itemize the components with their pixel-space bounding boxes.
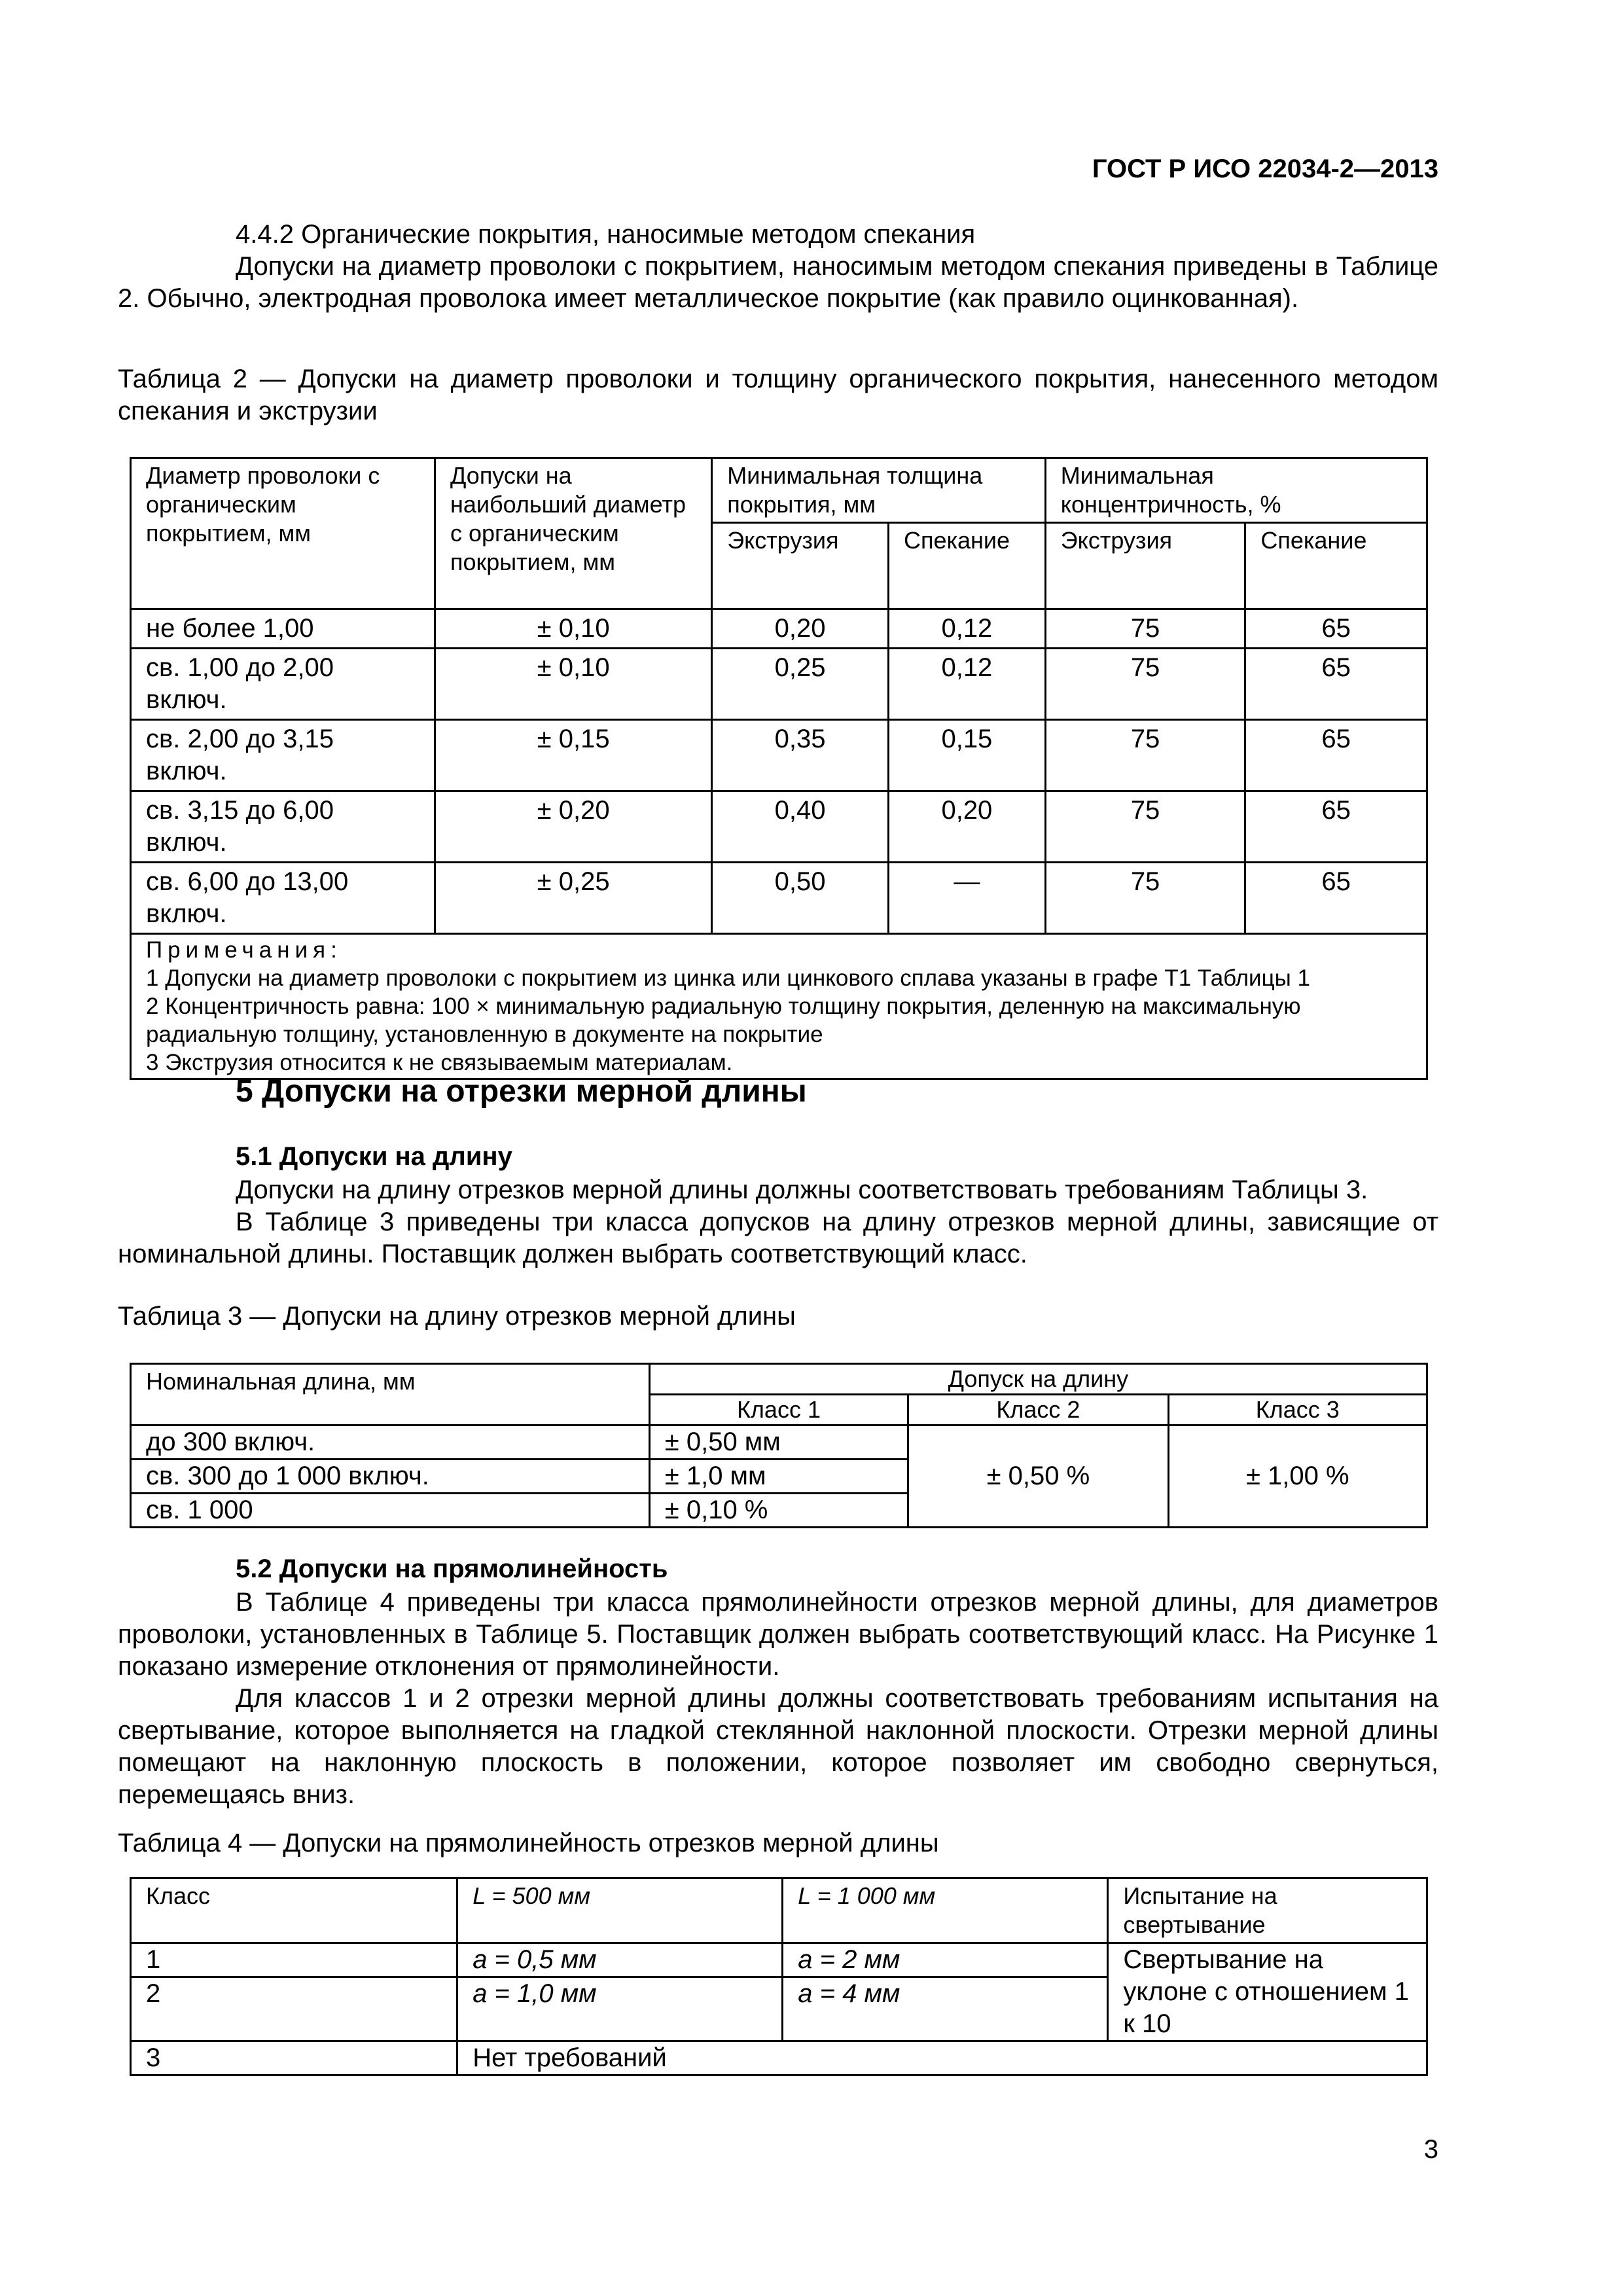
- table-row: [131, 791, 1427, 863]
- subsection-5-1-paragraph-2: В Таблице 3 приведены три класса допусков на длину отрезков мерной длины, зависящие от номинальной длины. Поставщик должен выбрать соответствующий класс.: [118, 1208, 1438, 1268]
- subsection-5-2-paragraph-2: Для классов 1 и 2 отрезки мерной длины должны соответствовать требованиям испытания на свертывание, которое выполняется на гладкой стеклянной наклонной плоскости. Отрезки мерной длины помещают на наклонную плоскость в положении, которое позволяет им свободно свернуться, перемещаясь вниз.: [118, 1684, 1438, 1809]
- table-2: [130, 457, 1428, 1080]
- t2-cell-concentricity-sintering: 65: [1245, 863, 1427, 934]
- subsection-5-2-title: 5.2 Допуски на прямолинейность: [236, 1554, 668, 1583]
- t2-header-concentricity-extrusion: Экструзия: [1045, 523, 1245, 609]
- table-row: [131, 1426, 1427, 1460]
- table-row: [131, 1943, 1427, 1977]
- document-code: ГОСТ Р ИСО 22034-2—2013: [1092, 154, 1438, 183]
- table-3-caption: Таблица 3 — Допуски на длину отрезков мерной длины: [118, 1302, 796, 1331]
- t4-header-l500: L = 500 мм: [457, 1878, 783, 1943]
- t3-cell-class-3: ± 1,00 %: [1168, 1426, 1427, 1528]
- t2-cell-tolerance: ± 0,25: [435, 863, 712, 934]
- subsection-4-4-2-title: 4.4.2 Органические покрытия, наносимые методом спекания: [236, 220, 976, 249]
- subsection-5-1-title: 5.1 Допуски на длину: [236, 1142, 512, 1171]
- table-2-notes: [131, 934, 1427, 1079]
- t3-cell-class-1: ± 0,50 мм: [649, 1426, 908, 1460]
- t3-header-class-1: Класс 1: [649, 1395, 908, 1426]
- subsection-5-2-paragraph-1: В Таблице 4 приведены три класса прямолинейности отрезков мерной длины, для диаметров проволоки, установленных в Таблице 5. Поставщик должен выбрать соответствующий класс. На Рисунке 1 показано измерение отклонения от прямолинейности.: [118, 1588, 1438, 1681]
- t2-cell-tolerance: ± 0,10: [435, 649, 712, 720]
- t2-cell-thickness-sintering: 0,12: [888, 609, 1045, 649]
- t2-cell-tolerance: ± 0,10: [435, 609, 712, 649]
- table-row: [131, 649, 1427, 720]
- t2-cell-thickness-extrusion: 0,40: [712, 791, 889, 863]
- table-2-caption: Таблица 2 — Допуски на диаметр проволоки и толщину органического покрытия, нанесенного методом спекания и экструзии: [118, 365, 1438, 425]
- t4-cell-l1000: a = 4 мм: [783, 1977, 1108, 2041]
- t4-header-test: Испытание на свертывание: [1108, 1878, 1427, 1943]
- t2-cell-thickness-sintering: 0,15: [888, 720, 1045, 791]
- t2-cell-concentricity-sintering: 65: [1245, 720, 1427, 791]
- t2-header-thickness-sintering: Спекание: [888, 523, 1045, 609]
- t2-cell-concentricity-sintering: 65: [1245, 609, 1427, 649]
- t2-cell-diameter: св. 1,00 до 2,00 включ.: [131, 649, 435, 720]
- t2-cell-concentricity-sintering: 65: [1245, 649, 1427, 720]
- t4-header-l1000: L = 1 000 мм: [783, 1878, 1108, 1943]
- t2-cell-diameter: св. 6,00 до 13,00 включ.: [131, 863, 435, 934]
- t3-cell-nominal: св. 1 000: [131, 1494, 650, 1528]
- table-row: [131, 720, 1427, 791]
- t2-cell-thickness-sintering: 0,12: [888, 649, 1045, 720]
- t3-header-nominal-length: Номинальная длина, мм: [131, 1364, 650, 1426]
- t4-cell-l500: a = 1,0 мм: [457, 1977, 783, 2041]
- t3-cell-nominal: св. 300 до 1 000 включ.: [131, 1460, 650, 1494]
- t4-cell-test: Свертывание на уклоне с отношением 1 к 10: [1108, 1943, 1427, 2041]
- t2-cell-concentricity-sintering: 65: [1245, 791, 1427, 863]
- t3-header-class-2: Класс 2: [908, 1395, 1168, 1426]
- table-4-caption: Таблица 4 — Допуски на прямолинейность отрезков мерной длины: [118, 1829, 939, 1857]
- t3-header-tolerance: Допуск на длину: [649, 1364, 1427, 1395]
- section-5-title: 5 Допуски на отрезки мерной длины: [236, 1074, 807, 1109]
- t2-cell-diameter: не более 1,00: [131, 609, 435, 649]
- t4-cell-l1000: a = 2 мм: [783, 1943, 1108, 1977]
- t4-cell-no-requirements: Нет требований: [457, 2041, 1427, 2075]
- table-3: [130, 1363, 1428, 1528]
- t2-cell-tolerance: ± 0,15: [435, 720, 712, 791]
- t2-header-concentricity-sintering: Спекание: [1245, 523, 1427, 609]
- t2-cell-concentricity-extrusion: 75: [1045, 791, 1245, 863]
- t4-cell-class: 1: [131, 1943, 457, 1977]
- page-number: 3: [1423, 2135, 1438, 2164]
- t2-cell-thickness-sintering: 0,20: [888, 791, 1045, 863]
- t4-header-class: Класс: [131, 1878, 457, 1943]
- t2-header-min-concentricity: Минимальная концентричность, %: [1045, 458, 1427, 523]
- t2-note-2: 2 Концентричность равна: 100 × минимальную радиальную толщину покрытия, деленную на максимальную радиальную толщину, установленную в документе на покрытие: [146, 994, 1301, 1047]
- t2-header-thickness-extrusion: Экструзия: [712, 523, 889, 609]
- subsection-4-4-2-paragraph: Допуски на диаметр проволоки с покрытием, наносимым методом спекания приведены в Таблице 2. Обычно, электродная проволока имеет металлическое покрытие (как правило оцинкованная).: [118, 252, 1438, 313]
- t2-notes-title: Примечания:: [146, 937, 342, 963]
- t2-note-1: 1 Допуски на диаметр проволоки с покрытием из цинка или цинкового сплава указаны в графе Т1 Таблицы 1: [146, 965, 1311, 991]
- t2-header-diameter: Диаметр проволоки с органическим покрытием, мм: [131, 458, 435, 609]
- t2-cell-concentricity-extrusion: 75: [1045, 609, 1245, 649]
- t3-cell-class-2: ± 0,50 %: [908, 1426, 1168, 1528]
- t2-cell-tolerance: ± 0,20: [435, 791, 712, 863]
- table-row: [131, 609, 1427, 649]
- table-row: [131, 2041, 1427, 2075]
- t4-cell-l500: a = 0,5 мм: [457, 1943, 783, 1977]
- t2-cell-thickness-sintering: —: [888, 863, 1045, 934]
- subsection-5-1-paragraph-1: Допуски на длину отрезков мерной длины должны соответствовать требованиям Таблицы 3.: [236, 1175, 1368, 1204]
- t3-cell-class-1: ± 1,0 мм: [649, 1460, 908, 1494]
- t2-note-3: 3 Экструзия относится к не связываемым материалам.: [146, 1050, 733, 1075]
- t2-header-min-thickness: Минимальная толщина покрытия, мм: [712, 458, 1046, 523]
- table-row: [131, 863, 1427, 934]
- t2-cell-concentricity-extrusion: 75: [1045, 649, 1245, 720]
- t2-cell-diameter: св. 3,15 до 6,00 включ.: [131, 791, 435, 863]
- t2-cell-thickness-extrusion: 0,25: [712, 649, 889, 720]
- t3-header-class-3: Класс 3: [1168, 1395, 1427, 1426]
- t2-cell-concentricity-extrusion: 75: [1045, 720, 1245, 791]
- t2-cell-thickness-extrusion: 0,50: [712, 863, 889, 934]
- t2-cell-concentricity-extrusion: 75: [1045, 863, 1245, 934]
- t2-cell-thickness-extrusion: 0,20: [712, 609, 889, 649]
- t2-header-tolerance: Допуски на наибольший диаметр с органическим покрытием, мм: [435, 458, 712, 609]
- t3-cell-class-1: ± 0,10 %: [649, 1494, 908, 1528]
- t4-cell-class: 3: [131, 2041, 457, 2075]
- t4-cell-class: 2: [131, 1977, 457, 2041]
- t2-cell-thickness-extrusion: 0,35: [712, 720, 889, 791]
- table-4: [130, 1877, 1428, 2076]
- t2-cell-diameter: св. 2,00 до 3,15 включ.: [131, 720, 435, 791]
- t3-cell-nominal: до 300 включ.: [131, 1426, 650, 1460]
